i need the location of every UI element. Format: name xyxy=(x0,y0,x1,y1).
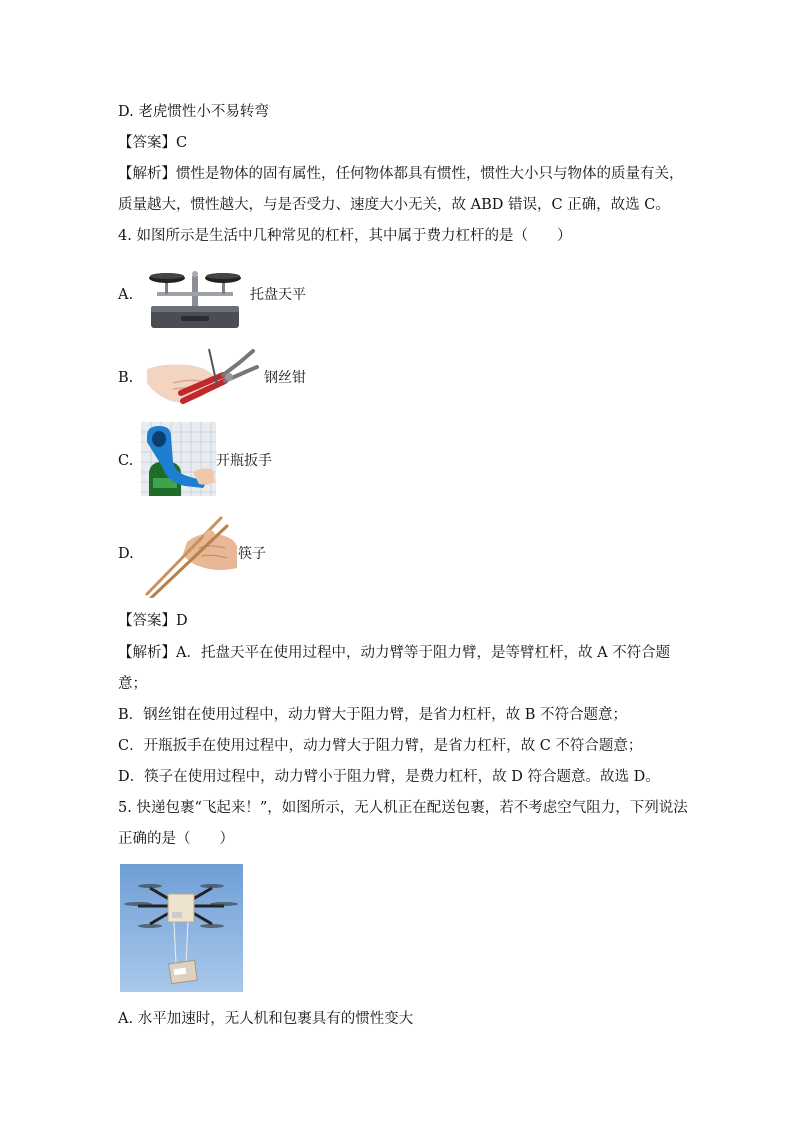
q4-option-b-letter: B. xyxy=(118,370,134,386)
q4-analysis-line-4: C．开瓶扳手在使用过程中，动力臂大于阻力臂，是省力杠杆，故 C 不符合题意； xyxy=(118,738,643,754)
q4-option-a-caption: 托盘天平 xyxy=(250,287,306,303)
q4-analysis-line-3: B．钢丝钳在使用过程中，动力臂大于阻力臂，是省力杠杆，故 B 不符合题意； xyxy=(118,707,628,723)
q4-option-c-caption: 开瓶扳手 xyxy=(216,453,272,469)
q4-analysis-line-1: 【解析】A．托盘天平在使用过程中，动力臂等于阻力臂，是等臂杠杆，故 A 不符合题 xyxy=(118,645,671,661)
q4-option-d-letter: D. xyxy=(118,546,134,562)
q5-option-a: A. 水平加速时，无人机和包裹具有的惯性变大 xyxy=(118,1011,414,1027)
bottle-opener-image xyxy=(141,422,216,496)
q3-analysis-line-2: 质量越大，惯性越大，与是否受力、速度大小无关，故 ABD 错误，C 正确，故选 C。 xyxy=(118,197,670,213)
q3-analysis-line-1: 【解析】惯性是物体的固有属性，任何物体都具有惯性，惯性大小只与物体的质量有关， xyxy=(118,166,684,182)
pliers-image xyxy=(143,345,261,409)
q5-stem-line-2: 正确的是（ ） xyxy=(118,831,234,847)
q4-analysis-line-2: 意； xyxy=(118,676,147,692)
q3-answer: 【答案】C xyxy=(118,135,188,151)
drone-delivery-image xyxy=(120,864,243,992)
q4-analysis-line-5: D．筷子在使用过程中，动力臂小于阻力臂，是费力杠杆，故 D 符合题意。故选 D。 xyxy=(118,769,660,785)
balance-scale-image xyxy=(143,262,247,332)
q4-option-d-caption: 筷子 xyxy=(238,546,266,562)
q4-option-b-caption: 钢丝钳 xyxy=(264,370,306,386)
q4-stem: 4. 如图所示是生活中几种常见的杠杆，其中属于费力杠杆的是（ ） xyxy=(118,228,572,244)
q4-answer: 【答案】D xyxy=(118,613,188,629)
q3-option-d: D. 老虎惯性小不易转弯 xyxy=(118,104,269,120)
q4-option-a-letter: A. xyxy=(118,287,134,303)
q5-stem-line-1: 5. 快递包裹“飞起来！”，如图所示，无人机正在配送包裹，若不考虑空气阻力，下列说法 xyxy=(118,800,688,816)
q4-option-c-letter: C. xyxy=(118,453,134,469)
chopsticks-image xyxy=(143,512,237,598)
